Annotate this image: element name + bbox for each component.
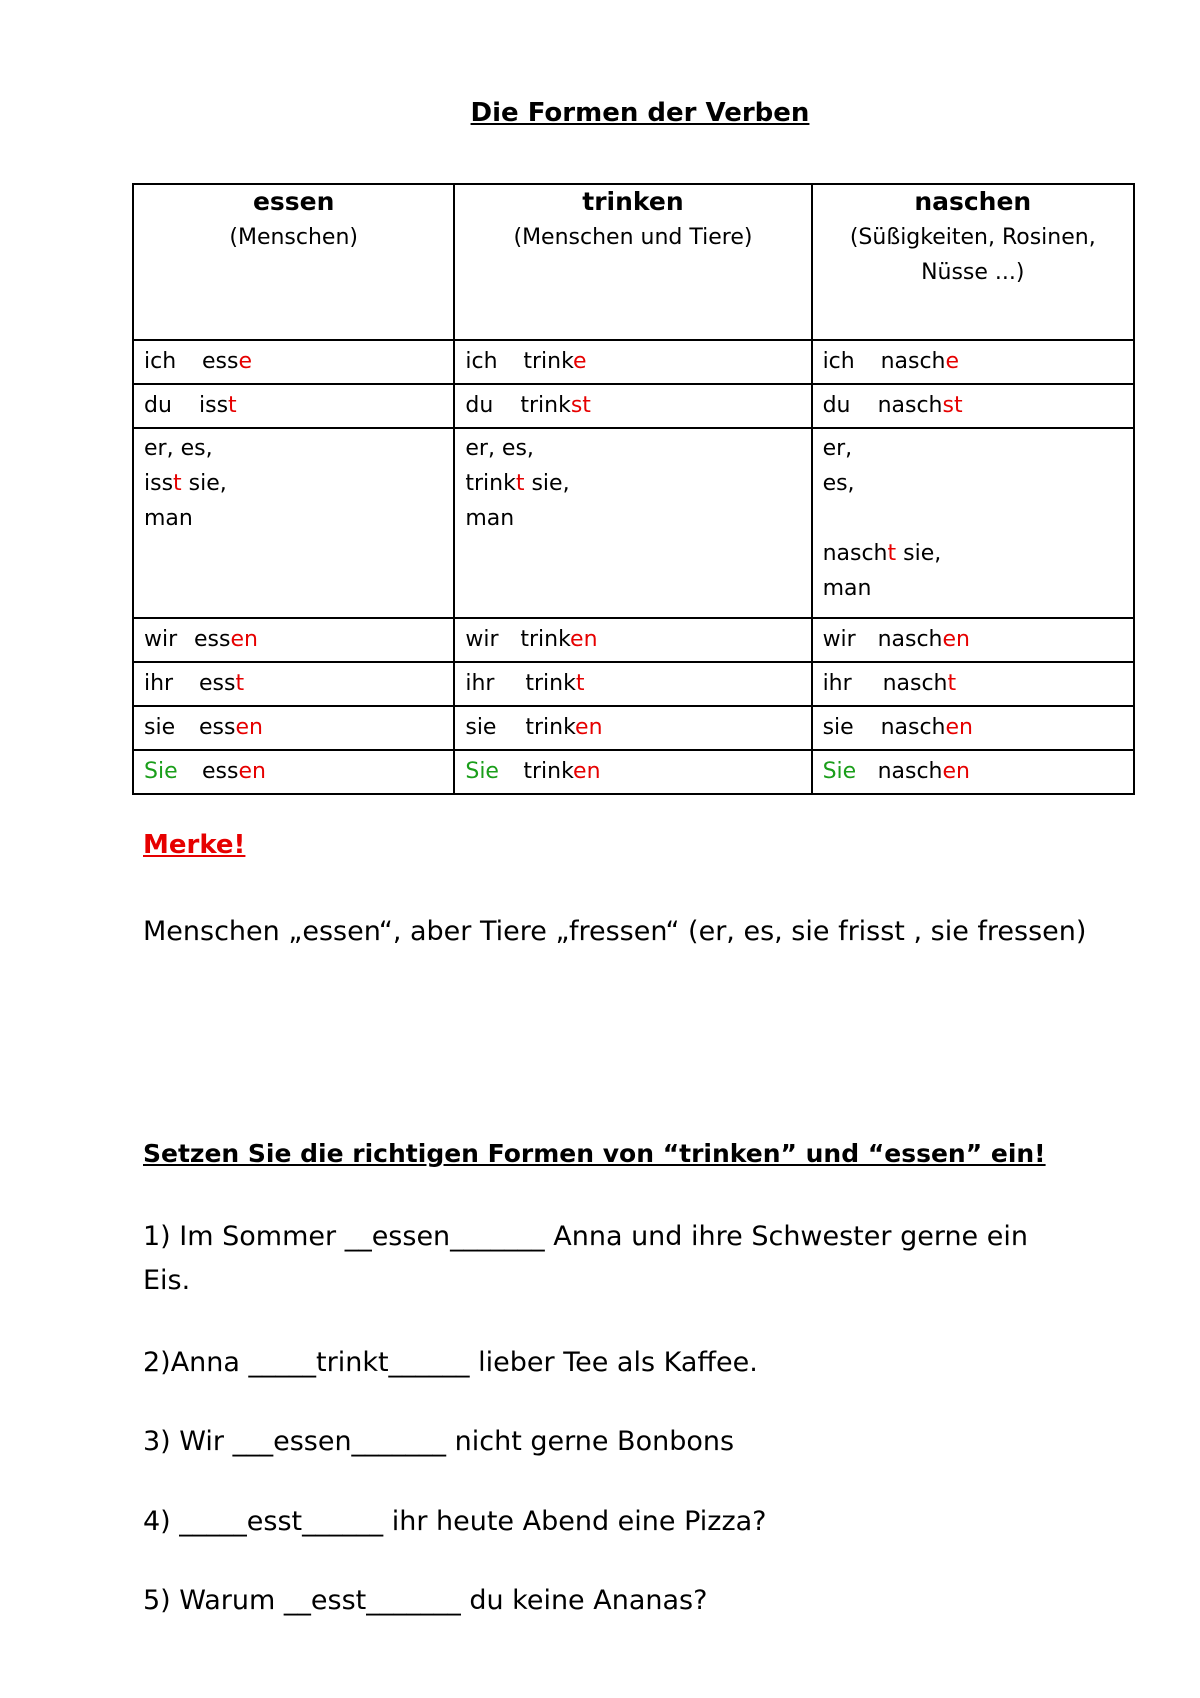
verb-stem: trink xyxy=(520,393,571,418)
cell-naschen-sie xyxy=(812,706,1134,750)
verb-stem: nasch xyxy=(877,759,943,784)
verb-stem: trink xyxy=(523,759,574,784)
verb-stem: trink xyxy=(465,471,516,496)
verb-note: (Menschen und Tiere) xyxy=(513,225,753,250)
verb-ending: e xyxy=(238,349,253,374)
pronoun: ich xyxy=(822,349,855,374)
verb-ending: t xyxy=(515,471,525,496)
verb-ending: en xyxy=(575,715,603,740)
verb-ending: t xyxy=(947,671,957,696)
verb-stem: nasch xyxy=(880,349,946,374)
pronoun-line: er, es, xyxy=(144,436,213,461)
cell-trinken-ihr xyxy=(454,662,811,706)
verb-line xyxy=(465,466,800,501)
verb-name: essen xyxy=(252,187,335,216)
cell-naschen-wir xyxy=(812,618,1134,662)
pronoun-line: es, xyxy=(822,471,855,496)
pronoun-line: er, xyxy=(822,436,853,461)
pronoun: sie xyxy=(822,715,854,740)
table-header-row xyxy=(133,184,1134,340)
cell-trinken-sie xyxy=(454,706,811,750)
cell-trinken-sie-formal xyxy=(454,750,811,794)
pronoun: ihr xyxy=(465,671,495,696)
pronoun: sie xyxy=(144,715,176,740)
verb-ending: t xyxy=(887,541,897,566)
pronoun: ihr xyxy=(822,671,852,696)
pronoun-rest: sie, xyxy=(524,471,570,496)
exercise-item-2: 2)Anna _____trinkt______ lieber Tee als Kaffee. xyxy=(143,1347,758,1378)
exercise-item-1: 1) Im Sommer __essen_______ Anna und ihre Schwester gerne ein Eis. xyxy=(143,1221,1028,1296)
merke-text: Menschen „essen“, aber Tiere „fressen“ (er, es, sie frisst , sie fressen) xyxy=(143,916,1087,947)
verb-stem: ess xyxy=(199,715,236,740)
table-row-sie-formal xyxy=(133,750,1134,794)
verb-stem: ess xyxy=(199,671,236,696)
verb-stem: nasch xyxy=(880,715,946,740)
cell-naschen-ich xyxy=(812,340,1134,384)
verb-stem: nasch xyxy=(877,627,943,652)
verb-ending: en xyxy=(230,627,258,652)
verb-note: (Süßigkeiten, Rosinen, Nüsse ...) xyxy=(849,225,1096,285)
verb-stem: ess xyxy=(202,349,239,374)
cell-naschen-ihr xyxy=(812,662,1134,706)
header-naschen xyxy=(812,184,1134,340)
table-row-du xyxy=(133,384,1134,428)
cell-naschen-sie-formal xyxy=(812,750,1134,794)
verb-ending: t xyxy=(173,471,182,496)
pronoun: wir xyxy=(144,627,178,652)
verb-stem: trink xyxy=(523,349,574,374)
verb-ending: t xyxy=(235,671,245,696)
verb-ending: e xyxy=(573,349,587,374)
table-row-ihr xyxy=(133,662,1134,706)
pronoun: ihr xyxy=(144,671,174,696)
verb-line xyxy=(823,536,1123,571)
cell-trinken-ich xyxy=(454,340,811,384)
cell-essen-ihr xyxy=(133,662,454,706)
cell-trinken-du xyxy=(454,384,811,428)
verb-ending: e xyxy=(945,349,960,374)
verb-ending: st xyxy=(570,393,591,418)
verb-stem: nasch xyxy=(882,671,948,696)
verb-ending: t xyxy=(575,671,585,696)
exercise-item-4: 4) _____esst______ ihr heute Abend eine Pizza? xyxy=(143,1506,767,1537)
pronoun-line: man xyxy=(822,576,872,601)
verb-ending: en xyxy=(238,759,266,784)
verb-name: naschen xyxy=(914,187,1032,216)
verb-note: (Menschen) xyxy=(229,225,358,250)
pronoun-line: man xyxy=(465,506,515,531)
verb-ending: en xyxy=(235,715,263,740)
exercise-item-3: 3) Wir ___essen_______ nicht gerne Bonbons xyxy=(143,1426,735,1457)
header-trinken xyxy=(454,184,811,340)
cell-trinken-er xyxy=(454,428,811,618)
verb-stem: nasch xyxy=(822,541,888,566)
verb-ending: t xyxy=(228,393,237,418)
cell-essen-du xyxy=(133,384,454,428)
verb-ending: st xyxy=(942,393,963,418)
verb-stem: ess xyxy=(194,627,231,652)
table-row-wir xyxy=(133,618,1134,662)
pronoun: sie xyxy=(465,715,497,740)
table-row-sie xyxy=(133,706,1134,750)
pronoun: wir xyxy=(822,627,856,652)
verb-stem: trink xyxy=(525,715,576,740)
pronoun: du xyxy=(465,393,494,418)
cell-essen-sie-formal xyxy=(133,750,454,794)
cell-essen-er xyxy=(133,428,454,618)
table-row-ich xyxy=(133,340,1134,384)
cell-essen-wir xyxy=(133,618,454,662)
pronoun: ich xyxy=(465,349,498,374)
exercise-item-5: 5) Warum __esst_______ du keine Ananas? xyxy=(143,1585,708,1616)
blank-line xyxy=(823,501,1123,536)
pronoun-line: man xyxy=(144,506,193,531)
cell-trinken-wir xyxy=(454,618,811,662)
pronoun: du xyxy=(144,393,172,418)
cell-essen-ich xyxy=(133,340,454,384)
cell-naschen-er xyxy=(812,428,1134,618)
verb-line xyxy=(144,466,443,501)
pronoun: Sie xyxy=(822,759,857,784)
verb-stem: iss xyxy=(199,393,229,418)
table-row-er-es-sie xyxy=(133,428,1134,618)
pronoun: wir xyxy=(465,627,499,652)
pronoun: Sie xyxy=(465,759,499,784)
pronoun: du xyxy=(822,393,851,418)
pronoun-rest: sie, xyxy=(896,541,942,566)
pronoun: Sie xyxy=(144,759,178,784)
verb-name: trinken xyxy=(582,187,684,216)
verb-stem: iss xyxy=(144,471,174,496)
exercise-heading: Setzen Sie die richtigen Formen von “trinken” und “essen” ein! xyxy=(143,1139,1046,1168)
pronoun-rest: sie, xyxy=(181,471,227,496)
header-essen xyxy=(133,184,454,340)
pronoun-line: er, es, xyxy=(465,436,534,461)
page-title: Die Formen der Verben xyxy=(470,98,810,128)
verb-stem: nasch xyxy=(877,393,943,418)
verb-ending: en xyxy=(942,759,970,784)
cell-essen-sie xyxy=(133,706,454,750)
verb-stem: trink xyxy=(520,627,571,652)
verb-ending: en xyxy=(573,759,601,784)
cell-naschen-du xyxy=(812,384,1134,428)
verb-stem: trink xyxy=(525,671,576,696)
merke-heading: Merke! xyxy=(143,830,246,860)
conjugation-table xyxy=(132,183,1135,795)
verb-stem: ess xyxy=(202,759,239,784)
verb-ending: en xyxy=(945,715,973,740)
pronoun: ich xyxy=(144,349,177,374)
verb-ending: en xyxy=(570,627,598,652)
verb-ending: en xyxy=(942,627,970,652)
